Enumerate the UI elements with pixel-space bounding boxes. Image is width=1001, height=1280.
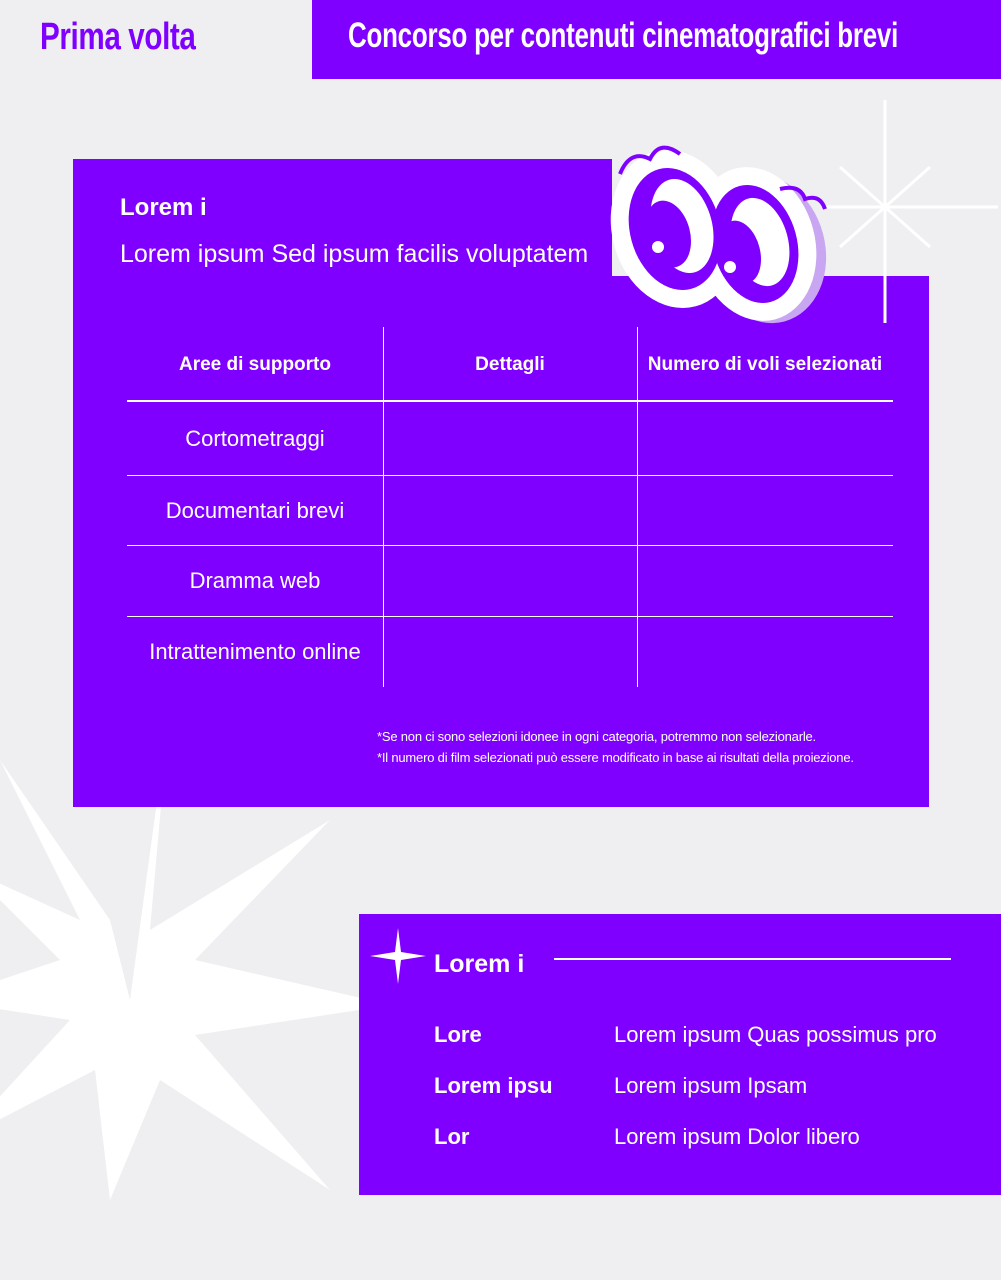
info-value: Lorem ipsum Ipsam [614,1073,808,1098]
info-value: Lorem ipsum Quas possimus pro [614,1022,937,1047]
table-divider [383,327,384,687]
table-row-rule [127,616,893,617]
table-cell: Dramma web [189,568,321,593]
sparkle-icon [820,95,1000,330]
table-cell: Intrattenimento online [149,639,361,664]
card-heading: Lorem i [120,194,207,221]
page-title: Concorso per contenuti cinematografici brevi [348,16,899,55]
info-value: Lorem ipsum Dolor libero [614,1124,860,1149]
info-card-heading: Lorem i [434,950,525,978]
info-label: Lorem ipsu [434,1073,553,1098]
header-banner [312,0,1001,79]
table-header-cell: Dettagli [475,354,545,375]
cartoon-eyes-sticker [600,134,840,324]
table-cell: Cortometraggi [185,426,325,451]
footnote: *Se non ci sono selezioni idonee in ogni categoria, potremmo non selezionarle. [377,729,816,744]
footnote: *Il numero di film selezionati può essere modificato in base ai risultati della proiezione. [377,750,854,765]
table-divider [637,327,638,687]
info-label: Lore [434,1022,482,1047]
card-subtitle: Lorem ipsum Sed ipsum facilis voluptatem [120,240,589,268]
info-card-rule [554,958,951,960]
table-header-rule [127,400,893,402]
table-header-cell: Aree di supporto [178,354,331,375]
brand-title: Prima volta [40,16,196,58]
table-header-cell: Numero di voli selezionati [647,354,883,375]
table-row-rule [127,545,893,546]
table-row-rule [127,475,893,476]
info-label: Lor [434,1124,470,1149]
sparkle-icon [370,928,426,984]
table-cell: Documentari brevi [165,498,345,523]
